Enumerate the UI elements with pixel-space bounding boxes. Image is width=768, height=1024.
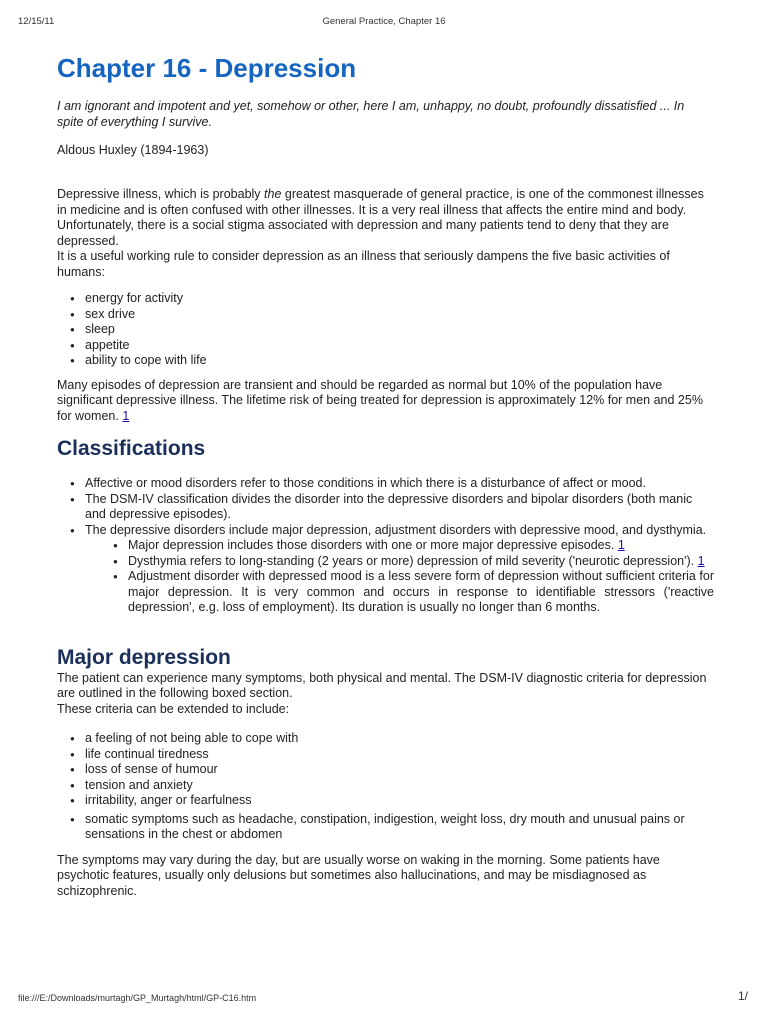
print-date: 12/15/11 — [18, 16, 55, 27]
reference-link[interactable]: 1 — [617, 538, 625, 552]
epigraph-author: Aldous Huxley (1894-1963) — [57, 143, 209, 157]
list-item: ● loss of sense of humour — [85, 762, 714, 778]
epigraph-quote: I am ignorant and impotent and yet, somehow or other, here I am, unhappy, no doubt, profoundly dissatisfied ... In spite of everything I survive. — [57, 99, 685, 129]
list-item: ● sleep — [85, 322, 714, 338]
classifications-list — [57, 476, 714, 616]
symptoms-paragraph: The symptoms may vary during the day, but are usually worse on waking in the morning. Some patients have psychotic features, usually only delusions but sometimes also hallucinations, and may be misdiagnosed as schizophrenic. — [57, 852, 660, 898]
list-item: ● The depressive disorders include major depression, adjustment disorders with depressive mood, and dysthymia. ● Major depression includes those disorders with one or more major depressive episodes. 1 ● Dysthymia refers to long-standing (2 years or more) depression of mild severity ('neurotic depression'). 1 ● Adjustment disorder with depressed mood is a less severe form of depression without sufficient criteria for major depression. It is very common and occurs in response to identifiable stressors ('reactive depression', e.g. loss of employment). Its duration is usually no longer than 6 months. — [85, 523, 714, 616]
major-depression-heading: Major depression — [57, 645, 231, 669]
basic-activities-list — [57, 291, 714, 369]
depressive-disorders-sublist — [85, 538, 714, 616]
list-item: ● Adjustment disorder with depressed mood is a less severe form of depression without sufficient criteria for major depression. It is very common and occurs in response to identifiable stressors ('reactive depression', e.g. loss of employment). Its duration is usually no longer than 6 months. — [128, 569, 714, 616]
print-footer-path: file:///E:/Downloads/murtagh/GP_Murtagh/html/GP-C16.htm — [18, 993, 257, 1003]
document-body — [57, 52, 714, 899]
list-item: ● appetite — [85, 338, 714, 354]
print-page-number: 1/ — [738, 989, 749, 1003]
chapter-title: Chapter 16 - Depression — [57, 53, 357, 83]
list-item: ● energy for activity — [85, 291, 714, 307]
list-item: ● irritability, anger or fearfulness — [85, 793, 714, 809]
list-item: ● Dysthymia refers to long-standing (2 years or more) depression of mild severity ('neurotic depression'). 1 — [128, 554, 714, 570]
extended-criteria-list — [57, 731, 714, 843]
reference-link[interactable]: 1 — [697, 553, 705, 568]
list-item: ● Major depression includes those disorders with one or more major depressive episodes. 1 — [128, 538, 714, 554]
list-item: ● a feeling of not being able to cope with — [85, 731, 714, 747]
list-item: ● tension and anxiety — [85, 778, 714, 794]
list-item: ● ability to cope with life — [85, 353, 714, 369]
list-item: ● sex drive — [85, 307, 714, 323]
intro-paragraph: Depressive illness, which is probably the greatest masquerade of general practice, is one of the commonest illnesses in medicine and is often confused with other illnesses. It is a very real illness that affects the entire mind and body. Unfortunately, there is a social stigma associated with depression and many patients tend to deny that they are depressed. It is a useful working rule to consider depression as an illness that seriously dampens the five basic activities of humans: — [57, 187, 704, 279]
list-item: ● somatic symptoms such as headache, constipation, indigestion, weight loss, dry mouth and unusual pains or sensations in the chest or abdomen — [85, 812, 714, 843]
reference-link[interactable]: 1 — [122, 408, 130, 423]
episodes-paragraph: Many episodes of depression are transient and should be regarded as normal but 10% of the population have significant depressive illness. The lifetime risk of being treated for depression is approximately 12% for men and 25% for women. 1 — [57, 377, 703, 423]
list-item: ● Affective or mood disorders refer to those conditions in which there is a disturbance of affect or mood. — [85, 476, 714, 492]
list-item: ● life continual tiredness — [85, 747, 714, 763]
list-item: ● The DSM-IV classification divides the disorder into the depressive disorders and bipolar disorders (both manic and depressive episodes). — [85, 492, 714, 523]
classifications-heading: Classifications — [57, 437, 206, 460]
print-header-title: General Practice, Chapter 16 — [322, 16, 446, 27]
major-paragraph-1: The patient can experience many symptoms, both physical and mental. The DSM-IV diagnostic criteria for depression are outlined in the following boxed section. These criteria can be extended to include: — [57, 670, 707, 716]
